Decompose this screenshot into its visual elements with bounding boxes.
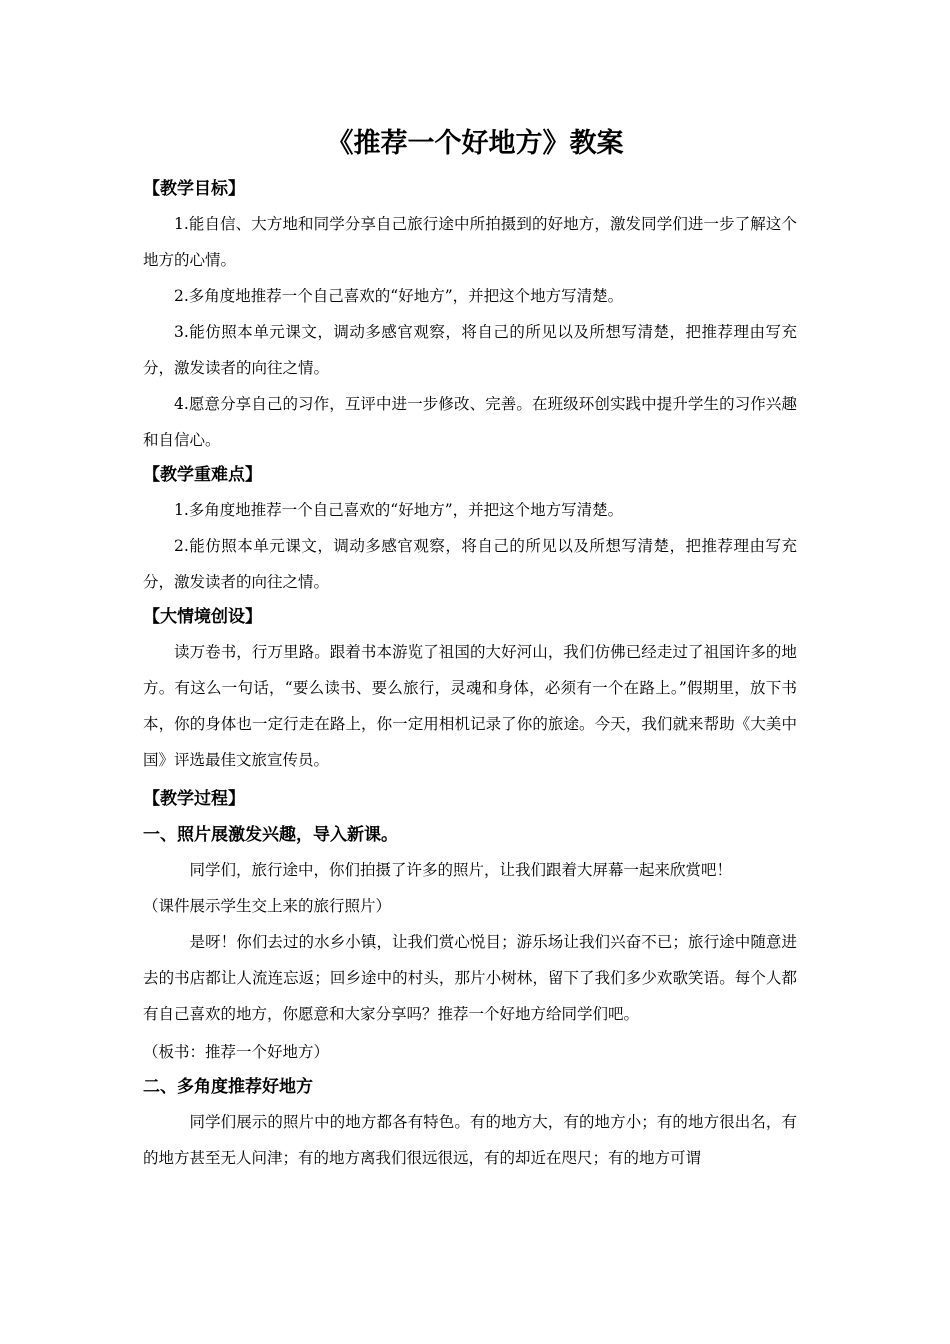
section-heading-scenario: 【大情境创设】: [143, 607, 262, 627]
document-title: 《推荐一个好地方》教案: [326, 128, 624, 159]
process-part1-note-2: （板书：推荐一个好地方）: [143, 1043, 330, 1061]
process-part2-paragraph-1: 同学们展示的照片中的地方都各有特色。有的地方大，有的地方小；有的地方很出名，有的地方甚至无人问津；有的地方离我们很远很远，有的却近在咫尺；有的地方可谓: [143, 1113, 797, 1167]
section-heading-process: 【教学过程】: [143, 789, 245, 809]
process-part2-heading: 二、多角度推荐好地方: [143, 1077, 313, 1097]
goal-item-3: 3.能仿照本单元课文，调动多感官观察，将自己的所见以及所想写清楚，把推荐理由写充分，激发读者的向往之情。: [143, 323, 797, 377]
scenario-text: 读万卷书，行万里路。跟着书本游览了祖国的大好河山，我们仿佛已经走过了祖国许多的地方。有这么一句话，“要么读书、要么旅行，灵魂和身体，必须有一个在路上。”假期里，放下书本，你的身体也一定行走在路上，你一定用相机记录了你的旅途。今天，我们就来帮助《大美中国》评选最佳文旅宣传员。: [143, 643, 797, 769]
keypoint-item-1: 1.多角度地推荐一个自己喜欢的“好地方”，并把这个地方写清楚。: [174, 501, 624, 519]
section-heading-goals: 【教学目标】: [143, 179, 245, 199]
process-part1-heading: 一、照片展激发兴趣，导入新课。: [143, 825, 398, 845]
process-part1-paragraph-1: 同学们，旅行途中，你们拍摄了许多的照片，让我们跟着大屏幕一起来欣赏吧！: [189, 861, 733, 879]
section-heading-keypoints: 【教学重难点】: [143, 465, 262, 485]
goal-item-1: 1.能自信、大方地和同学分享自己旅行途中所拍摄到的好地方，激发同学们进一步了解这个地方的心情。: [143, 215, 797, 269]
keypoint-item-2: 2.能仿照本单元课文，调动多感官观察，将自己的所见以及所想写清楚，把推荐理由写充分，激发读者的向往之情。: [143, 537, 797, 591]
process-part1-paragraph-2: 是呀！你们去过的水乡小镇，让我们赏心悦目；游乐场让我们兴奋不已；旅行途中随意进去的书店都让人流连忘返；回乡途中的村头，那片小树林，留下了我们多少欢歌笑语。每个人都有自己喜欢的地方，你愿意和大家分享吗？推荐一个好地方给同学们吧。: [143, 933, 797, 1023]
goal-item-4: 4.愿意分享自己的习作，互评中进一步修改、完善。在班级环创实践中提升学生的习作兴趣和自信心。: [143, 395, 797, 449]
goal-item-2: 2.多角度地推荐一个自己喜欢的“好地方”，并把这个地方写清楚。: [174, 287, 624, 305]
process-part1-note-1: （课件展示学生交上来的旅行照片）: [143, 897, 392, 915]
